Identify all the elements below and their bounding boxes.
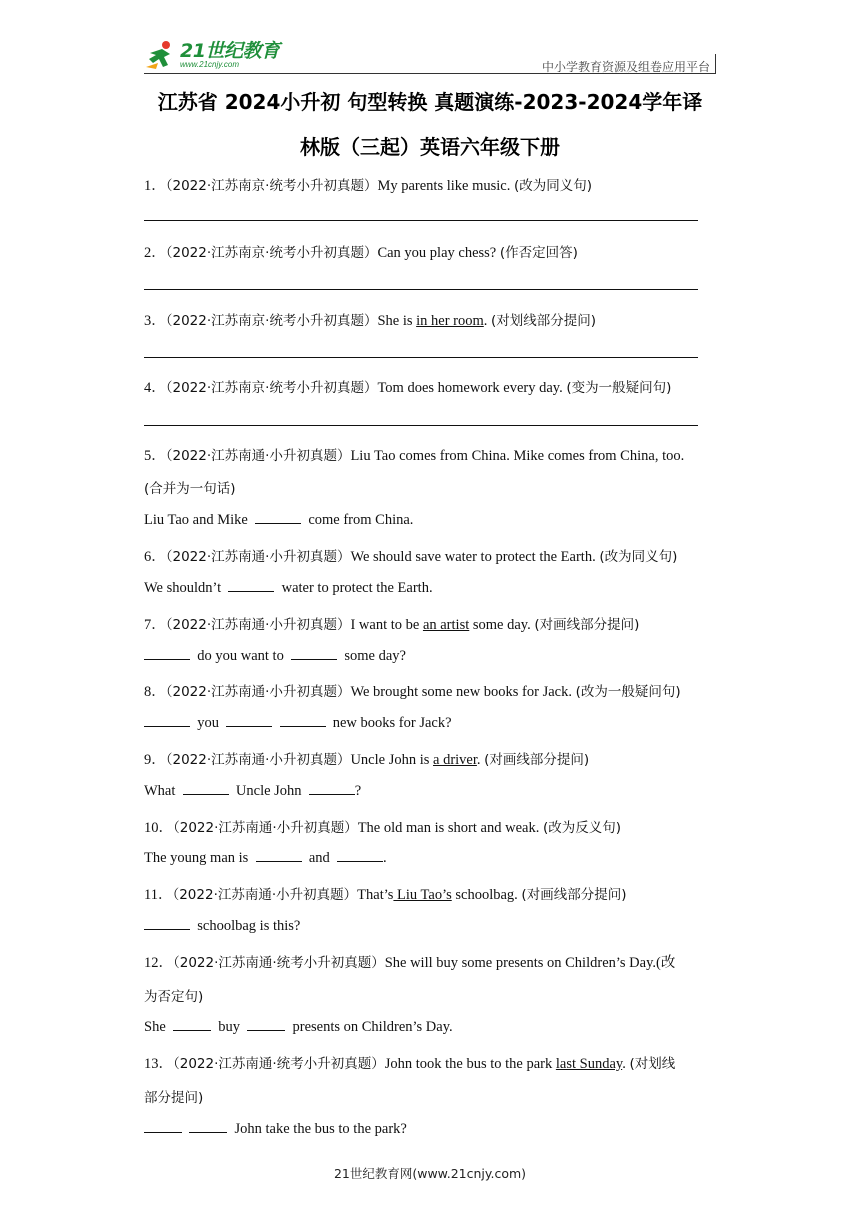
question-7: 7．（2022·江苏南通·小升初真题）I want to be an artist some day. (对画线部分提问) (144, 617, 640, 633)
header-tick (715, 54, 716, 74)
answer-blank[interactable] (309, 782, 355, 795)
question-13-req: 部分提问) (144, 1090, 204, 1106)
answer-blank[interactable] (226, 714, 272, 727)
platform-label: 中小学教育资源及组卷应用平台 (541, 60, 710, 74)
question-12: 12．（2022·江苏南通·统考小升初真题）She will buy some presents on Children’s Day.(改 (144, 955, 676, 971)
answer-5: Liu Tao and Mike come from China. (144, 512, 414, 528)
answer-blank[interactable] (183, 782, 229, 795)
page-header (144, 38, 716, 74)
answer-blank[interactable] (144, 647, 190, 660)
answer-13: John take the bus to the park? (144, 1120, 407, 1138)
question-10: 10．（2022·江苏南通·小升初真题）The old man is short and weak. (改为反义句) (144, 820, 621, 836)
answer-blank[interactable] (247, 1018, 285, 1031)
answer-blank[interactable] (228, 579, 274, 592)
question-9: 9．（2022·江苏南通·小升初真题）Uncle John is a driver. (对画线部分提问) (144, 752, 590, 768)
page-title-line-2: 林版（三起）英语六年级下册 (300, 135, 560, 159)
runner-icon (144, 39, 178, 71)
answer-9: What Uncle John ? (144, 783, 362, 799)
answer-blank[interactable] (144, 714, 190, 727)
answer-blank[interactable] (144, 917, 190, 930)
answer-line-2 (144, 289, 698, 290)
answer-6: We shouldn’t water to protect the Earth. (144, 580, 433, 596)
answer-blank[interactable] (256, 849, 302, 862)
answer-12: She buy presents on Children’s Day. (144, 1019, 453, 1035)
question-11: 11．（2022·江苏南通·小升初真题）That’s Liu Tao’s schoolbag. (对画线部分提问) (144, 887, 627, 903)
logo-url: www.21cnjy.com (180, 59, 239, 69)
answer-blank[interactable] (337, 849, 383, 862)
question-5-req: (合并为一句话) (144, 481, 236, 497)
answer-line-4 (144, 425, 698, 426)
question-1: 1．（2022·江苏南京·统考小升初真题）My parents like music. (改为同义句) (144, 178, 593, 194)
answer-blank[interactable] (173, 1018, 211, 1031)
page-footer: 21世纪教育网(www.21cnjy.com) (333, 1166, 527, 1181)
answer-10: The young man is and . (144, 850, 387, 866)
answer-8: you new books for Jack? (144, 714, 452, 732)
question-6: 6．（2022·江苏南通·小升初真题）We should save water to protect the Earth. (改为同义句) (144, 549, 678, 565)
question-8: 8．（2022·江苏南通·小升初真题）We brought some new books for Jack. (改为一般疑问句) (144, 684, 681, 700)
question-3: 3．（2022·江苏南京·统考小升初真题）She is in her room. (对划线部分提问) (144, 313, 597, 329)
answer-line-1 (144, 220, 698, 221)
answer-11: schoolbag is this? (144, 917, 300, 935)
question-12-req: 为否定句) (144, 989, 204, 1005)
logo-text: 21世纪教育 (180, 39, 280, 62)
header-rule (144, 73, 716, 74)
question-13: 13．（2022·江苏南通·统考小升初真题）John took the bus to the park last Sunday. (对划线 (144, 1056, 676, 1072)
question-5: 5．（2022·江苏南通·小升初真题）Liu Tao comes from China. Mike comes from China, too. (144, 448, 685, 464)
answer-blank[interactable] (291, 647, 337, 660)
answer-line-3 (144, 357, 698, 358)
question-2: 2．（2022·江苏南京·统考小升初真题）Can you play chess? (作否定回答) (144, 245, 578, 261)
answer-blank[interactable] (255, 511, 301, 524)
page-title-line-1: 江苏省 2024小升初 句型转换 真题演练-2023-2024学年译 (157, 90, 703, 114)
question-4: 4．（2022·江苏南京·统考小升初真题）Tom does homework every day. (变为一般疑问句) (144, 380, 672, 396)
answer-7: do you want to some day? (144, 647, 406, 665)
answer-blank[interactable] (144, 1120, 182, 1133)
site-logo (144, 38, 279, 72)
answer-blank[interactable] (280, 714, 326, 727)
answer-blank[interactable] (189, 1120, 227, 1133)
